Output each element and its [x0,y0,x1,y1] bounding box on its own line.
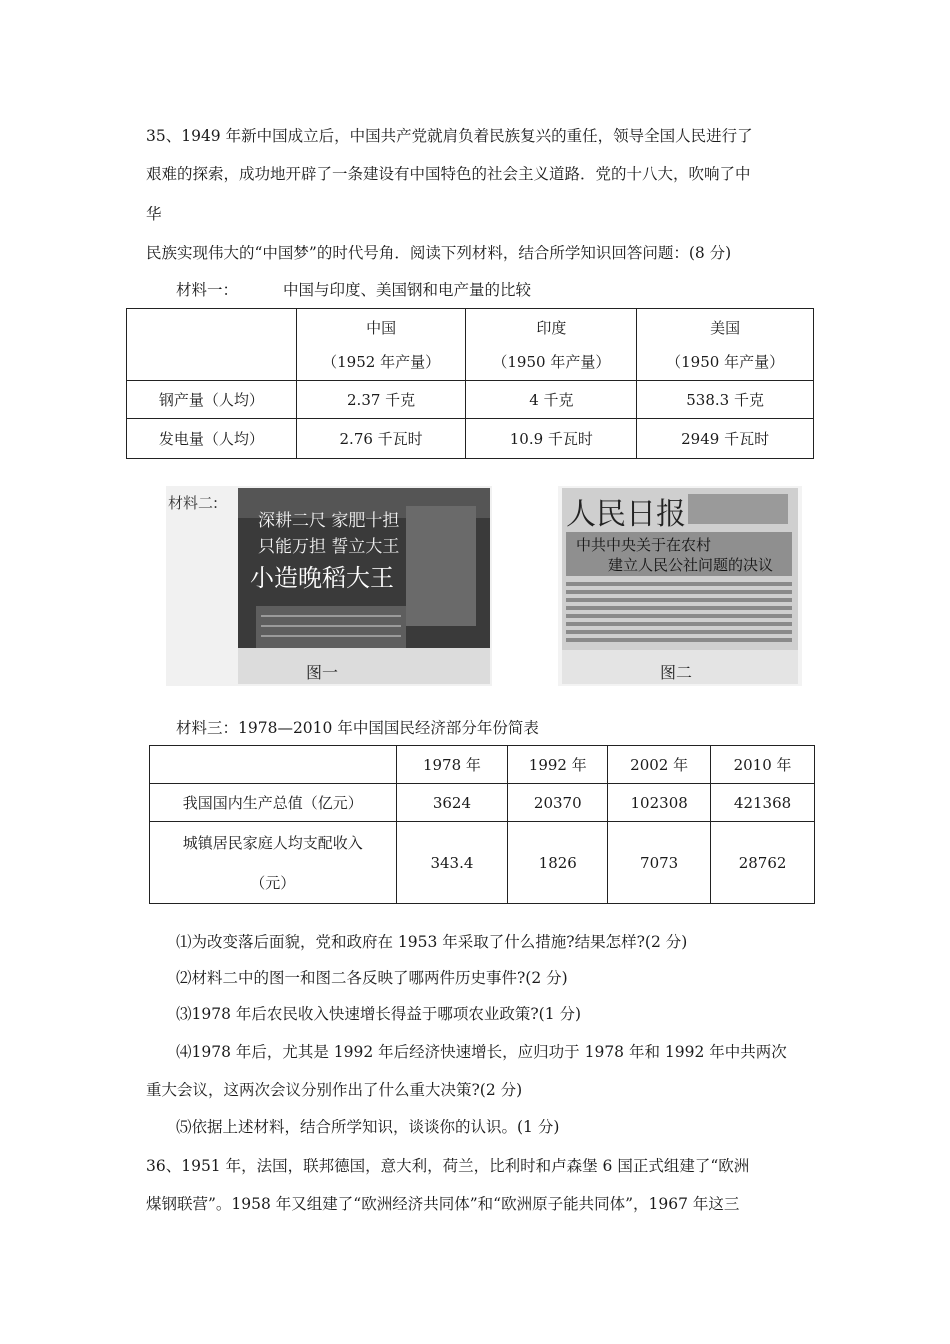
table-cell: 102308 [608,784,711,822]
question-3: ⑶1978 年后农民收入快速增长得益于哪项农业政策?(1 分) [176,1005,582,1023]
row-label [150,822,397,904]
table-cell: 2.76 千瓦时 [296,419,466,459]
material1-header-cell [466,309,637,381]
year-header: 1992 年 [508,746,608,784]
table-row [127,381,814,419]
material1-header-cell [296,309,466,381]
material1-title: 中国与印度、美国钢和电产量的比较 [283,281,532,299]
table-row [127,419,814,459]
q35-line2: 艰难的探索，成功地开辟了一条建设有中国特色的社会主义道路．党的十八大，吹响了中 [146,165,751,183]
svg-text:小造晚稻大王: 小造晚稻大王 [250,564,394,592]
table-cell: 4 千克 [466,381,637,419]
row-label: 钢产量（人均） [127,381,297,419]
svg-text:深耕二尺 家肥十担: 深耕二尺 家肥十担 [258,511,400,531]
material3-table [149,745,815,904]
svg-text:只能万担 誓立大王: 只能万担 誓立大王 [258,537,400,557]
question-4-line1: ⑷1978 年后，尤其是 1992 年后经济快速增长，应归功于 1978 年和 1992 年中共两次 [176,1043,787,1061]
row-label: 发电量（人均） [127,419,297,459]
table-cell: 7073 [608,822,711,904]
headline-2: 建立人民公社问题的决议 [608,556,774,574]
material1-label: 材料一： [176,281,239,299]
production-year: （1950 年产量） [666,352,785,371]
question-1: ⑴为改变落后面貌，党和政府在 1953 年采取了什么措施?结果怎样?(2 分) [176,933,688,951]
row-label-line1: 城镇居民家庭人均支配收入 [182,833,363,852]
table-cell: 1826 [508,822,608,904]
material1-table [126,308,814,459]
table-cell: 343.4 [396,822,508,904]
year-header: 2002 年 [608,746,711,784]
material3-title: 材料三：1978—2010 年中国国民经济部分年份简表 [176,719,539,737]
material1-header-row [127,309,814,381]
table-row [150,784,815,822]
q35-line4: 民族实现伟大的“中国梦”的时代号角．阅读下列材料，结合所学知识回答问题：(8 分) [146,244,732,262]
masthead: 人民日报 [566,497,686,532]
material2-label: 材料二: [168,494,219,512]
table-cell: 2949 千瓦时 [637,419,814,459]
q36-line2: 煤钢联营”。1958 年又组建了“欧洲经济共同体”和“欧洲原子能共同体”，1967 年这三 [146,1195,740,1213]
q36-line1: 36、1951 年，法国，联邦德国，意大利，荷兰，比利时和卢森堡 6 国正式组建了“欧洲 [146,1157,750,1175]
figure-2-photo [558,486,802,686]
material3-corner-cell [150,746,397,784]
production-year: （1952 年产量） [322,352,441,371]
year-header: 1978 年 [396,746,508,784]
question-2: ⑵材料二中的图一和图二各反映了哪两件历史事件?(2 分) [176,969,568,987]
table-cell: 10.9 千瓦时 [466,419,637,459]
row-label-line2: （元） [250,873,296,892]
material1-header-cell [637,309,814,381]
material1-corner-cell [127,309,297,381]
q35-line1: 35、1949 年新中国成立后，中国共产党就肩负着民族复兴的重任，领导全国人民进行了 [146,127,753,145]
headline-1: 中共中央关于在农村 [576,536,712,554]
production-year: （1950 年产量） [492,352,611,371]
material3-header-row [150,746,815,784]
figure-1-caption: 图一 [306,663,339,682]
table-cell: 421368 [711,784,815,822]
figure-2-caption: 图二 [660,663,693,682]
question-4-line2: 重大会议，这两次会议分别作出了什么重大决策?(2 分) [146,1081,523,1099]
table-cell: 3624 [396,784,508,822]
table-cell: 28762 [711,822,815,904]
table-row [150,822,815,904]
country-name: 中国 [366,318,397,337]
table-cell: 2.37 千克 [296,381,466,419]
table-cell: 538.3 千克 [637,381,814,419]
table-cell: 20370 [508,784,608,822]
country-name: 印度 [536,318,567,337]
figure-1-photo [166,486,492,686]
country-name: 美国 [710,318,741,337]
row-label: 我国国内生产总值（亿元） [150,784,397,822]
question-5: ⑸依据上述材料，结合所学知识，谈谈你的认识。(1 分) [176,1118,560,1136]
year-header: 2010 年 [711,746,815,784]
q35-line3: 华 [146,205,162,223]
